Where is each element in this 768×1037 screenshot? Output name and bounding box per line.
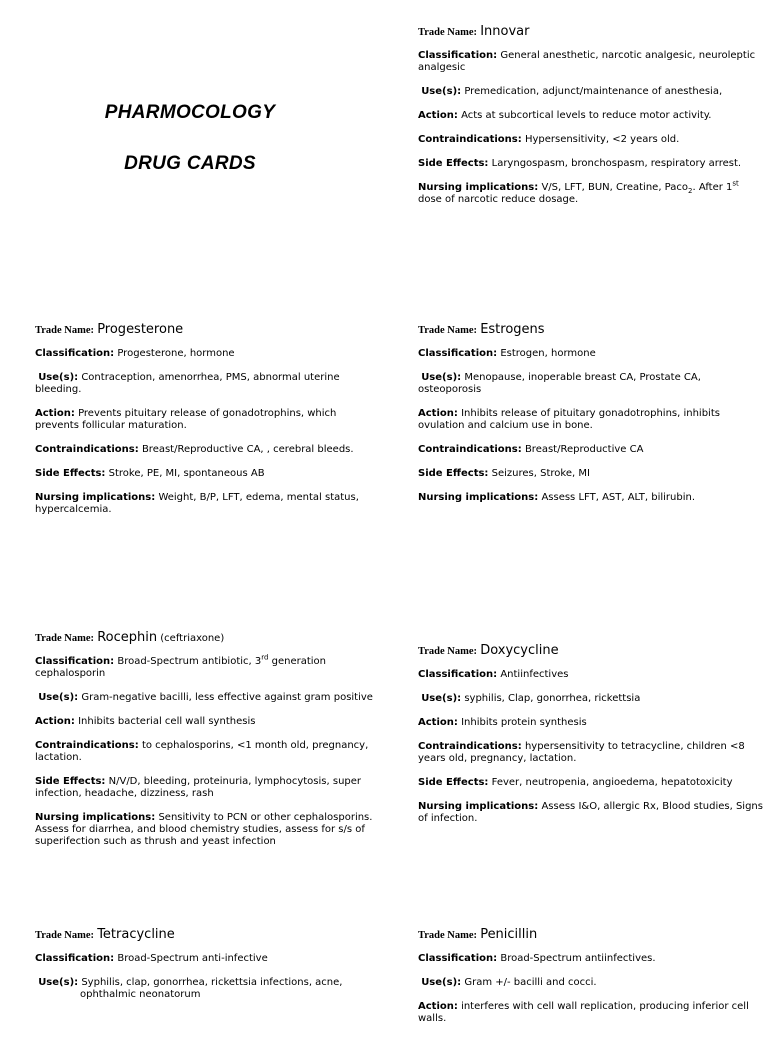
uses-row: Use(s): Premedication, adjunct/maintenance of anesthesia, xyxy=(421,86,723,97)
classification-row: Classification: Progesterone, hormone xyxy=(35,348,235,359)
uses-row: Use(s): Syphilis, clap, gonorrhea, rickettsia infections, acne, ophthalmic neonatorum xyxy=(38,977,343,1000)
trade-name-row: Trade Name: Rocephin (ceftriaxone) xyxy=(35,630,225,645)
uses-row: Use(s): Gram +/- bacilli and cocci. xyxy=(421,977,597,988)
action-row: Action: Inhibits bacterial cell wall synthesis xyxy=(35,716,256,727)
side-effects-row: Side Effects: N/V/D, bleeding, proteinuria, lymphocytosis, super infection, headache, dizziness, rash xyxy=(35,776,362,799)
side-effects-row: Side Effects: Fever, neutropenia, angioedema, hepatotoxicity xyxy=(418,777,733,788)
side-effects-row: Side Effects: Laryngospasm, bronchospasm, respiratory arrest. xyxy=(418,158,742,169)
trade-name-row: Trade Name: Penicillin xyxy=(418,927,538,942)
drug-card-tetracycline xyxy=(35,929,380,1013)
trade-name-value: Estrogens xyxy=(480,322,545,337)
uses-row: Use(s): Menopause, inoperable breast CA, Prostate CA, osteoporosis xyxy=(418,372,701,395)
classification-row: Classification: Estrogen, hormone xyxy=(418,348,596,359)
drug-card-penicillin xyxy=(418,929,763,1037)
contraindications-row: Contraindications: hypersensitivity to tetracycline, children <8 years old, pregnancy, lactation. xyxy=(418,741,745,764)
classification-row: Classification: General anesthetic, narcotic analgesic, neuroleptic analgesic xyxy=(418,50,756,73)
drug-card-innovar xyxy=(418,26,763,218)
classification-row: Classification: Antiinfectives xyxy=(418,669,569,680)
contraindications-row: Contraindications: Breast/Reproductive CA xyxy=(418,444,644,455)
classification-row: Classification: Broad-Spectrum antibiotic, 3rd generation cephalosporin xyxy=(35,653,327,679)
action-row: Action: Inhibits protein synthesis xyxy=(418,717,587,728)
trade-name-value: Progesterone xyxy=(97,322,184,337)
drug-card-rocephin xyxy=(35,632,380,860)
uses-row: Use(s): Contraception, amenorrhea, PMS, abnormal uterine bleeding. xyxy=(35,372,340,395)
nursing-row: Nursing implications: V/S, LFT, BUN, Creatine, Paco$_2$. After 1st dose of narcotic reduce dosage. xyxy=(418,179,739,205)
drug-card-estrogens xyxy=(418,324,763,516)
trade-name-row: Trade Name: Tetracycline xyxy=(35,927,175,942)
contraindications-row: Contraindications: Hypersensitivity, <2 years old. xyxy=(418,134,680,145)
action-row: Action: interferes with cell wall replication, producing inferior cell walls. xyxy=(418,1001,749,1024)
nursing-row: Nursing implications: Assess I&O, allergic Rx, Blood studies, Signs of infection. xyxy=(418,801,763,824)
classification-row: Classification: Broad-Spectrum anti-infective xyxy=(35,953,268,964)
drug-card-progesterone xyxy=(35,324,380,528)
trade-name-value: Penicillin xyxy=(480,927,538,942)
trade-name-value: Innovar xyxy=(480,24,530,39)
side-effects-row: Side Effects: Stroke, PE, MI, spontaneous AB xyxy=(35,468,265,479)
nursing-row: Nursing implications: Weight, B/P, LFT, edema, mental status, hypercalcemia. xyxy=(35,492,359,515)
nursing-row: Nursing implications: Sensitivity to PCN or other cephalosporins. Assess for diarrhea, and blood chemistry studies, assess for s/s of superifection such as thrush and yeast infection xyxy=(35,812,373,847)
uses-row: Use(s): Gram-negative bacilli, less effective against gram positive xyxy=(38,692,373,703)
contraindications-row: Contraindications: to cephalosporins, <1 month old, pregnancy, lactation. xyxy=(35,740,369,763)
nursing-row: Nursing implications: Assess LFT, AST, ALT, bilirubin. xyxy=(418,492,695,503)
trade-name-value: Tetracycline xyxy=(97,927,175,942)
title-line-2: DRUG CARDS xyxy=(124,153,256,174)
action-row: Action: Prevents pituitary release of gonadotrophins, which prevents follicular maturation. xyxy=(35,408,337,431)
title-line-1: PHARMOCOLOGY xyxy=(104,102,276,123)
trade-name-row: Trade Name: Doxycycline xyxy=(418,643,559,658)
trade-name-row: Trade Name: Innovar xyxy=(418,24,530,39)
uses-row: Use(s): syphilis, Clap, gonorrhea, rickettsia xyxy=(421,693,641,704)
title-block xyxy=(60,101,320,176)
contraindications-row: Contraindications: Breast/Reproductive CA, , cerebral bleeds. xyxy=(35,444,354,455)
classification-row: Classification: Broad-Spectrum antiinfectives. xyxy=(418,953,656,964)
trade-name-row: Trade Name: Estrogens xyxy=(418,322,545,337)
action-row: Action: Acts at subcortical levels to reduce motor activity. xyxy=(418,110,712,121)
action-row: Action: Inhibits release of pituitary gonadotrophins, inhibits ovulation and calcium use in bone. xyxy=(418,408,720,431)
trade-name-row: Trade Name: Progesterone xyxy=(35,322,184,337)
trade-name-value: Rocephin xyxy=(97,630,158,645)
generic-name: (ceftriaxone) xyxy=(160,633,225,644)
trade-name-value: Doxycycline xyxy=(480,643,559,658)
side-effects-row: Side Effects: Seizures, Stroke, MI xyxy=(418,468,590,479)
drug-card-doxycycline xyxy=(418,645,763,837)
